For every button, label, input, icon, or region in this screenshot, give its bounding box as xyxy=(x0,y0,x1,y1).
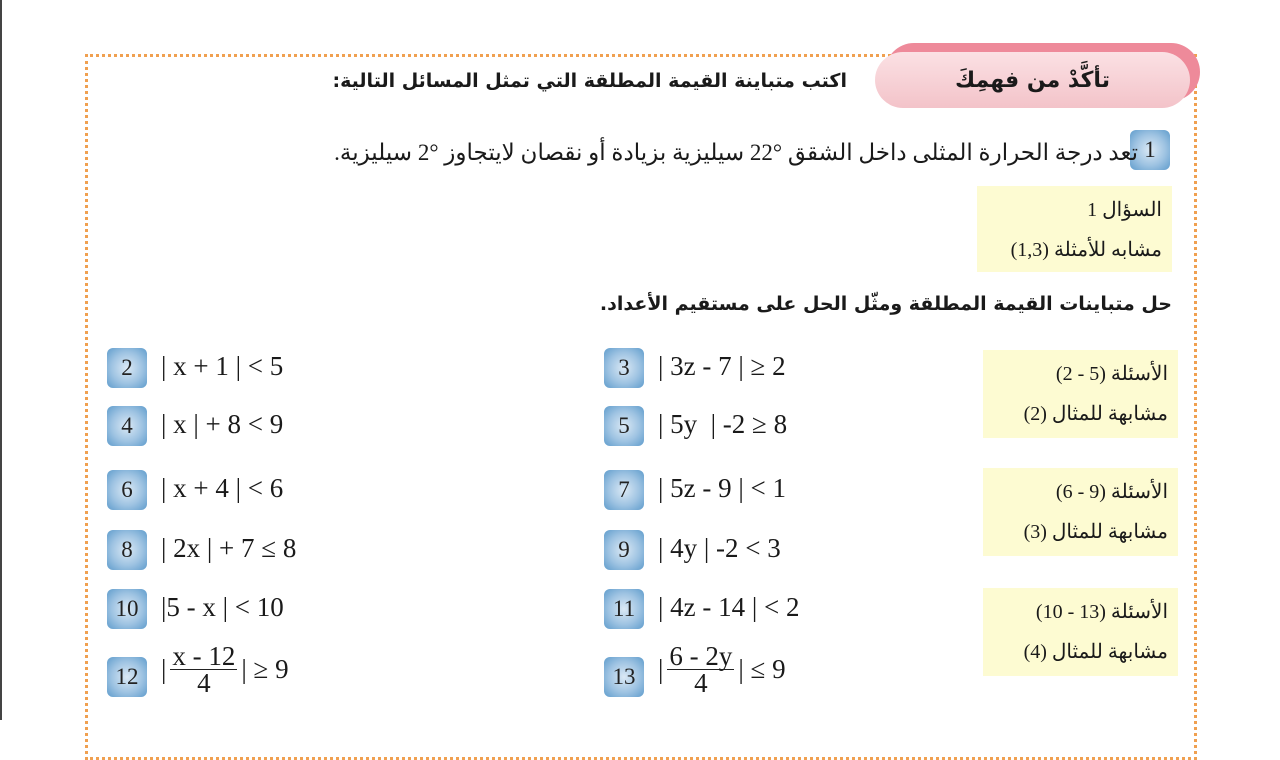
problem-expression: | x + 1 | < 5 xyxy=(161,351,284,381)
problem-number-badge: 11 xyxy=(604,589,644,629)
note-line: مشابهة للمثال (2) xyxy=(1023,403,1168,425)
section-title-pill xyxy=(875,52,1190,108)
note-line: الأسئلة (9 - 6) xyxy=(1055,481,1168,503)
denominator: 4 xyxy=(694,668,708,698)
note-box xyxy=(983,588,1178,676)
abs-bar: | xyxy=(658,654,664,684)
problem-expression: | 3z - 7 | ≥ 2 xyxy=(658,351,786,381)
problem-number-badge: 8 xyxy=(107,530,147,570)
instruction: اكتب متباينة القيمة المطلقة التي تمثل المسائل التالية: xyxy=(332,70,847,92)
expression-tail: | ≥ 9 xyxy=(241,654,289,684)
problem-expression: |5 - x | < 10 xyxy=(161,592,284,622)
note-box xyxy=(983,350,1178,438)
question-1-text: تعد درجة الحرارة المثلى داخل الشقق °22 سيليزية بزيادة أو نقصان لايتجاوز °2 سيليزية. xyxy=(334,140,1138,165)
problem-expression: | 4z - 14 | < 2 xyxy=(658,592,800,622)
note-line: الأسئلة (5 - 2) xyxy=(1055,363,1168,385)
note-box xyxy=(977,186,1172,272)
section-heading: حل متباينات القيمة المطلقة ومثّل الحل على مستقيم الأعداد. xyxy=(599,293,1172,315)
left-edge xyxy=(0,0,2,720)
numerator: x - 12 xyxy=(172,641,236,671)
note-line: السؤال 1 xyxy=(1087,199,1162,221)
problem-expression: | 5z - 9 | < 1 xyxy=(658,473,787,503)
problem-number-badge: 9 xyxy=(604,530,644,570)
problem-expression xyxy=(161,643,289,696)
problem-number-badge: 3 xyxy=(604,348,644,388)
problem-expression: | 2x | + 7 ≤ 8 xyxy=(161,533,297,563)
problem-number-badge: 10 xyxy=(107,589,147,629)
note-line: مشابهة للمثال (3) xyxy=(1023,521,1168,543)
numerator: 6 - 2y xyxy=(669,641,733,671)
denominator: 4 xyxy=(197,668,211,698)
problem-number-badge: 2 xyxy=(107,348,147,388)
problem-number-badge: 5 xyxy=(604,406,644,446)
problem-expression: | 5y | -2 ≥ 8 xyxy=(658,409,788,439)
note-line: الأسئلة (13 - 10) xyxy=(1035,601,1168,623)
problem-number-badge: 12 xyxy=(107,657,147,697)
problem-number-badge: 13 xyxy=(604,657,644,697)
note-line: مشابهة للمثال (4) xyxy=(1023,641,1168,663)
problem-number-badge: 4 xyxy=(107,406,147,446)
abs-bar: | xyxy=(161,654,167,684)
problem-expression xyxy=(658,643,786,696)
note-box xyxy=(983,468,1178,556)
problem-number-badge: 7 xyxy=(604,470,644,510)
note-line: مشابه للأمثلة (1,3) xyxy=(1010,239,1162,261)
question-number-badge: 1 xyxy=(1130,130,1170,170)
fraction xyxy=(170,643,237,696)
section-title: تأكَّدْ من فهمِكَ xyxy=(955,67,1110,93)
problem-expression: | x | + 8 < 9 xyxy=(161,409,284,439)
problem-expression: | 4y | -2 < 3 xyxy=(658,533,781,563)
expression-tail: | ≤ 9 xyxy=(738,654,786,684)
problem-expression: | x + 4 | < 6 xyxy=(161,473,284,503)
fraction xyxy=(667,643,734,696)
problem-number-badge: 6 xyxy=(107,470,147,510)
